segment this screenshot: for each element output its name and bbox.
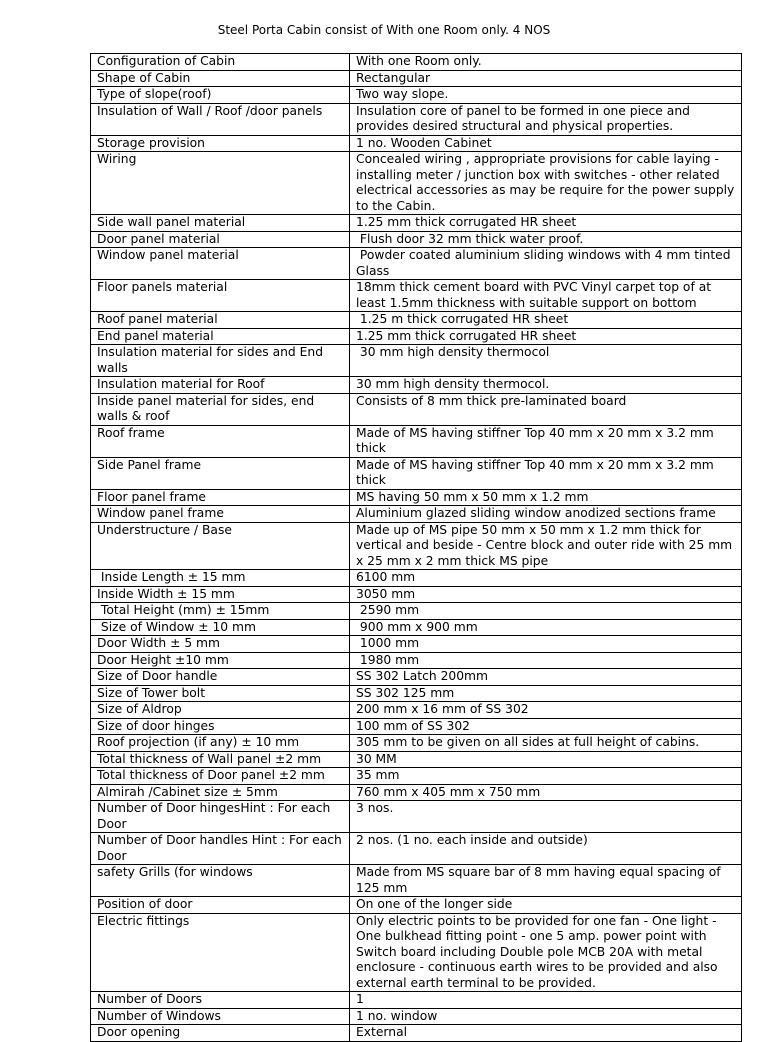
table-row [91, 913, 742, 992]
table-row [91, 833, 742, 865]
table-row [91, 70, 742, 87]
parameter-cell: Floor panels material [91, 280, 350, 312]
parameter-cell: Insulation of Wall / Roof /door panels [91, 103, 350, 135]
value-cell: Insulation core of panel to be formed in one piece and provides desired structural and physical properties. [350, 103, 742, 135]
value-cell: 30 mm high density thermocol. [350, 377, 742, 394]
value-cell: 1.25 m thick corrugated HR sheet [350, 312, 742, 329]
parameter-cell: Wiring [91, 152, 350, 215]
table-row [91, 489, 742, 506]
parameter-cell: Inside Length ± 15 mm [91, 570, 350, 587]
parameter-cell: Electric fittings [91, 913, 350, 992]
value-cell: 35 mm [350, 768, 742, 785]
specification-table-body [91, 54, 742, 1042]
parameter-cell: Storage provision [91, 135, 350, 152]
value-cell: 1 [350, 992, 742, 1009]
value-cell: Only electric points to be provided for one fan - One light - One bulkhead fitting point - one 5 amp. power point with Switch board including Double pole MCB 20A with metal enclosure - continuous earth wires to be provided and also external earth terminal to be provided. [350, 913, 742, 992]
parameter-cell: Inside Width ± 15 mm [91, 586, 350, 603]
document-title: Steel Porta Cabin consist of With one Room only. 4 NOS [217, 23, 551, 37]
table-row [91, 54, 742, 71]
table-row [91, 992, 742, 1009]
table-row [91, 103, 742, 135]
parameter-cell: End panel material [91, 328, 350, 345]
parameter-cell: safety Grills (for windows [91, 865, 350, 897]
table-row [91, 280, 742, 312]
value-cell: Made from MS square bar of 8 mm having equal spacing of 125 mm [350, 865, 742, 897]
table-row [91, 570, 742, 587]
parameter-cell: Door Width ± 5 mm [91, 636, 350, 653]
parameter-cell: Window panel material [91, 248, 350, 280]
parameter-cell: Understructure / Base [91, 522, 350, 570]
table-row [91, 522, 742, 570]
parameter-cell: Side Panel frame [91, 457, 350, 489]
value-cell: 760 mm x 405 mm x 750 mm [350, 784, 742, 801]
table-row [91, 897, 742, 914]
parameter-cell: Side wall panel material [91, 215, 350, 232]
parameter-cell: Position of door [91, 897, 350, 914]
table-row [91, 784, 742, 801]
value-cell: Concealed wiring , appropriate provisions for cable laying - installing meter / junction box with switches - other related electrical accessories as may be require for the power supply to the Cabin. [350, 152, 742, 215]
value-cell: 1 no. Wooden Cabinet [350, 135, 742, 152]
parameter-cell: Door opening [91, 1025, 350, 1042]
value-cell: External [350, 1025, 742, 1042]
parameter-cell: Size of Aldrop [91, 702, 350, 719]
table-row [91, 586, 742, 603]
parameter-cell: Roof frame [91, 425, 350, 457]
table-row [91, 248, 742, 280]
value-cell: Consists of 8 mm thick pre-laminated board [350, 393, 742, 425]
value-cell: On one of the longer side [350, 897, 742, 914]
table-row [91, 652, 742, 669]
table-row [91, 425, 742, 457]
value-cell: 1 no. window [350, 1008, 742, 1025]
value-cell: Aluminium glazed sliding window anodized sections frame [350, 506, 742, 523]
parameter-cell: Roof panel material [91, 312, 350, 329]
value-cell: 200 mm x 16 mm of SS 302 [350, 702, 742, 719]
table-row [91, 1008, 742, 1025]
value-cell: Made of MS having stiffner Top 40 mm x 20 mm x 3.2 mm thick [350, 425, 742, 457]
value-cell: 100 mm of SS 302 [350, 718, 742, 735]
table-row [91, 865, 742, 897]
table-row [91, 377, 742, 394]
value-cell: Flush door 32 mm thick water proof. [350, 231, 742, 248]
value-cell: SS 302 Latch 200mm [350, 669, 742, 686]
value-cell: 30 MM [350, 751, 742, 768]
value-cell: Powder coated aluminium sliding windows with 4 mm tinted Glass [350, 248, 742, 280]
parameter-cell: Insulation material for Roof [91, 377, 350, 394]
value-cell: 6100 mm [350, 570, 742, 587]
parameter-cell: Size of Tower bolt [91, 685, 350, 702]
table-row [91, 1025, 742, 1042]
value-cell: MS having 50 mm x 50 mm x 1.2 mm [350, 489, 742, 506]
table-row [91, 768, 742, 785]
value-cell: Two way slope. [350, 87, 742, 104]
table-row [91, 718, 742, 735]
value-cell: 305 mm to be given on all sides at full height of cabins. [350, 735, 742, 752]
value-cell: Made up of MS pipe 50 mm x 50 mm x 1.2 mm thick for vertical and beside - Centre block and outer ride with 25 mm x 25 mm x 2 mm thick MS pipe [350, 522, 742, 570]
parameter-cell: Type of slope(roof) [91, 87, 350, 104]
table-row [91, 231, 742, 248]
table-row [91, 135, 742, 152]
parameter-cell: Inside panel material for sides, end walls & roof [91, 393, 350, 425]
table-row [91, 669, 742, 686]
parameter-cell: Total Height (mm) ± 15mm [91, 603, 350, 620]
table-row [91, 152, 742, 215]
parameter-cell: Almirah /Cabinet size ± 5mm [91, 784, 350, 801]
value-cell: 1.25 mm thick corrugated HR sheet [350, 215, 742, 232]
parameter-cell: Number of Windows [91, 1008, 350, 1025]
table-row [91, 328, 742, 345]
parameter-cell: Total thickness of Door panel ±2 mm [91, 768, 350, 785]
parameter-cell: Window panel frame [91, 506, 350, 523]
table-row [91, 603, 742, 620]
parameter-cell: Shape of Cabin [91, 70, 350, 87]
value-cell: 30 mm high density thermocol [350, 345, 742, 377]
value-cell: Made of MS having stiffner Top 40 mm x 20 mm x 3.2 mm thick [350, 457, 742, 489]
value-cell: 1.25 mm thick corrugated HR sheet [350, 328, 742, 345]
table-row [91, 393, 742, 425]
value-cell: 1980 mm [350, 652, 742, 669]
parameter-cell: Number of Door hingesHint : For each Door [91, 801, 350, 833]
value-cell: Rectangular [350, 70, 742, 87]
value-cell: 1000 mm [350, 636, 742, 653]
parameter-cell: Door panel material [91, 231, 350, 248]
table-row [91, 801, 742, 833]
parameter-cell: Configuration of Cabin [91, 54, 350, 71]
table-row [91, 685, 742, 702]
table-row [91, 87, 742, 104]
value-cell: 900 mm x 900 mm [350, 619, 742, 636]
specification-table [90, 53, 742, 1042]
value-cell: With one Room only. [350, 54, 742, 71]
value-cell: 2590 mm [350, 603, 742, 620]
table-row [91, 345, 742, 377]
parameter-cell: Insulation material for sides and End walls [91, 345, 350, 377]
table-row [91, 457, 742, 489]
parameter-cell: Number of Doors [91, 992, 350, 1009]
parameter-cell: Floor panel frame [91, 489, 350, 506]
table-row [91, 636, 742, 653]
parameter-cell: Number of Door handles Hint : For each Door [91, 833, 350, 865]
value-cell: SS 302 125 mm [350, 685, 742, 702]
table-row [91, 312, 742, 329]
table-row [91, 215, 742, 232]
value-cell: 3 nos. [350, 801, 742, 833]
parameter-cell: Size of Window ± 10 mm [91, 619, 350, 636]
parameter-cell: Roof projection (if any) ± 10 mm [91, 735, 350, 752]
parameter-cell: Size of door hinges [91, 718, 350, 735]
table-row [91, 506, 742, 523]
parameter-cell: Door Height ±10 mm [91, 652, 350, 669]
value-cell: 18mm thick cement board with PVC Vinyl carpet top of at least 1.5mm thickness with suitable support on bottom [350, 280, 742, 312]
value-cell: 3050 mm [350, 586, 742, 603]
table-row [91, 735, 742, 752]
table-row [91, 702, 742, 719]
parameter-cell: Total thickness of Wall panel ±2 mm [91, 751, 350, 768]
parameter-cell: Size of Door handle [91, 669, 350, 686]
table-row [91, 751, 742, 768]
table-row [91, 619, 742, 636]
value-cell: 2 nos. (1 no. each inside and outside) [350, 833, 742, 865]
